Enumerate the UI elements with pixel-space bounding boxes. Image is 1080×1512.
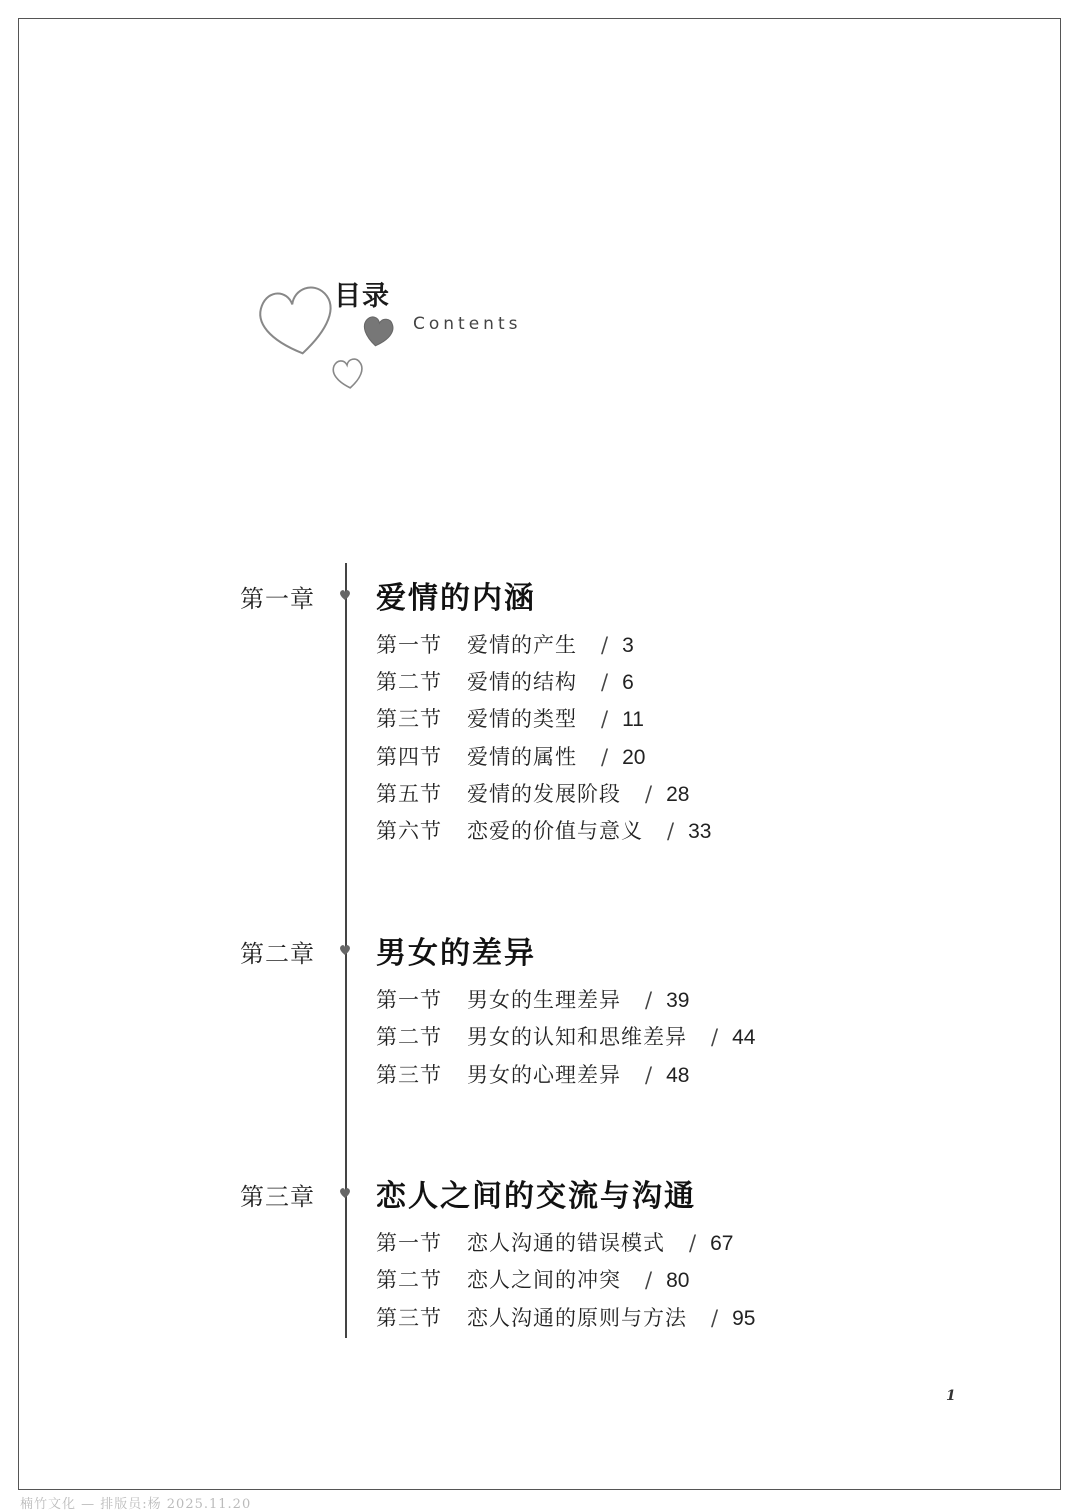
section-page: 11: [622, 708, 644, 731]
section-title: 恋人沟通的原则与方法: [467, 1306, 687, 1330]
section-number: 第一节: [376, 633, 442, 657]
chapter-title: 恋人之间的交流与沟通: [376, 1179, 696, 1214]
page-number: 1: [946, 1388, 956, 1404]
section-page: 20: [622, 746, 646, 769]
section-title: 男女的认知和思维差异: [467, 1025, 687, 1049]
toc-entry[interactable]: [376, 1059, 689, 1091]
section-page: 28: [666, 783, 690, 806]
section-number: 第一节: [376, 1231, 442, 1255]
chapter-label: 第二章: [240, 940, 315, 968]
section-number: 第五节: [376, 782, 442, 806]
section-page: 48: [666, 1064, 690, 1087]
separator: /: [711, 1025, 719, 1049]
toc-entry[interactable]: [376, 629, 634, 661]
section-number: 第六节: [376, 819, 442, 843]
section-title: 爱情的结构: [467, 670, 577, 694]
footer-note: 楠竹文化 — 排版员:杨 2025.11.20: [20, 1497, 252, 1512]
section-title: 爱情的类型: [467, 707, 577, 731]
section-title: 爱情的属性: [467, 745, 577, 769]
section-page: 95: [732, 1307, 756, 1330]
large-heart-outline-icon: [256, 283, 339, 360]
section-page: 67: [710, 1232, 734, 1255]
section-page: 39: [666, 989, 690, 1012]
section-number: 第二节: [376, 1025, 442, 1049]
section-page: 33: [688, 820, 712, 843]
section-number: 第二节: [376, 1268, 442, 1292]
chapter-title: 男女的差异: [376, 936, 536, 971]
chapter-heart-icon: [339, 944, 351, 956]
chapter-label: 第三章: [240, 1183, 315, 1211]
toc-entry[interactable]: [376, 815, 711, 847]
separator: /: [645, 782, 653, 806]
section-number: 第四节: [376, 745, 442, 769]
section-title: 爱情的发展阶段: [467, 782, 621, 806]
toc-entry[interactable]: [376, 984, 689, 1016]
section-number: 第二节: [376, 670, 442, 694]
toc-entry[interactable]: [376, 666, 634, 698]
section-title: 爱情的产生: [467, 633, 577, 657]
toc-entry[interactable]: [376, 1302, 755, 1334]
separator: /: [645, 1063, 653, 1087]
section-page: 80: [666, 1269, 690, 1292]
toc-subtitle: Contents: [413, 314, 522, 334]
small-heart-outline-icon: [332, 358, 364, 390]
filled-heart-icon: [361, 316, 394, 349]
toc-entry[interactable]: [376, 741, 645, 773]
section-page: 3: [622, 634, 634, 657]
section-number: 第一节: [376, 988, 442, 1012]
toc-entry[interactable]: [376, 778, 689, 810]
section-number: 第三节: [376, 1306, 442, 1330]
separator: /: [645, 988, 653, 1012]
separator: /: [689, 1231, 697, 1255]
toc-entry[interactable]: [376, 1227, 733, 1259]
chapter-title: 爱情的内涵: [376, 581, 536, 616]
section-page: 6: [622, 671, 634, 694]
separator: /: [645, 1268, 653, 1292]
separator: /: [711, 1306, 719, 1330]
separator: /: [667, 819, 675, 843]
separator: /: [601, 707, 609, 731]
chapter-heart-icon: [339, 589, 351, 601]
toc-entry[interactable]: [376, 1264, 689, 1296]
section-title: 男女的心理差异: [467, 1063, 621, 1087]
separator: /: [601, 633, 609, 657]
toc-entry[interactable]: [376, 703, 644, 735]
separator: /: [601, 670, 609, 694]
toc-entry[interactable]: [376, 1021, 755, 1053]
section-title: 恋人之间的冲突: [467, 1268, 621, 1292]
toc-title: 目录: [334, 281, 390, 312]
section-title: 恋人沟通的错误模式: [467, 1231, 665, 1255]
separator: /: [601, 745, 609, 769]
section-number: 第三节: [376, 1063, 442, 1087]
section-title: 恋爱的价值与意义: [467, 819, 643, 843]
chapter-label: 第一章: [240, 585, 315, 613]
section-title: 男女的生理差异: [467, 988, 621, 1012]
chapter-heart-icon: [339, 1187, 351, 1199]
section-number: 第三节: [376, 707, 442, 731]
section-page: 44: [732, 1026, 756, 1049]
